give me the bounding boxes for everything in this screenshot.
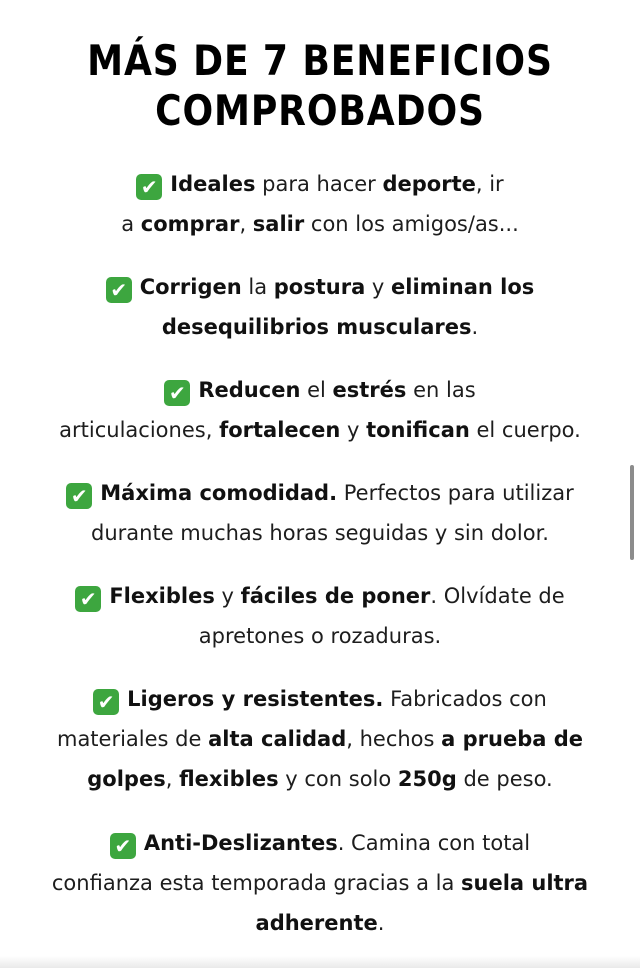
benefit-text: con los amigos/as... (304, 212, 519, 236)
benefit-5 (0, 576, 640, 656)
benefit-text: eliminan los (391, 275, 535, 299)
benefit-4 (0, 473, 640, 553)
benefit-text: Fabricados con (383, 687, 547, 711)
benefit-text: , hechos (346, 727, 442, 751)
check-icon: ✔ (136, 174, 162, 200)
benefit-text: fáciles de poner (240, 584, 431, 608)
benefit-text: Ligeros y resistentes. (127, 687, 384, 711)
check-icon: ✔ (66, 483, 92, 509)
benefit-text: para hacer (255, 172, 383, 196)
check-icon: ✔ (164, 380, 190, 406)
benefit-text: salir (252, 212, 305, 236)
benefit-text: el (300, 378, 333, 402)
benefit-text: Reducen (198, 378, 301, 402)
benefit-text: y con solo (278, 767, 398, 791)
benefit-text: suela ultra (461, 871, 589, 895)
benefit-text: en las (406, 378, 476, 402)
benefit-2 (0, 267, 640, 347)
benefit-text: comprar (140, 212, 240, 236)
benefit-text: Ideales (170, 172, 256, 196)
benefit-text: , (165, 767, 180, 791)
benefit-text: . (471, 315, 479, 339)
benefit-text: durante muchas horas seguidas y sin dolor. (91, 521, 549, 545)
check-icon: ✔ (110, 833, 136, 859)
benefit-text: estrés (332, 378, 407, 402)
benefit-text: Máxima comodidad. (100, 481, 338, 505)
scrollbar[interactable] (630, 465, 634, 560)
benefit-text: golpes (87, 767, 166, 791)
benefit-text: deporte (382, 172, 476, 196)
benefit-text: . (377, 911, 385, 935)
benefit-text: flexibles (179, 767, 279, 791)
benefit-text: y (214, 584, 241, 608)
benefit-text: fortalecen (219, 418, 341, 442)
benefit-text: Perfectos para utilizar (337, 481, 574, 505)
check-icon: ✔ (75, 586, 101, 612)
benefit-text: , ir (475, 172, 504, 196)
benefit-text: y (340, 418, 367, 442)
check-icon: ✔ (93, 689, 119, 715)
benefit-text: alta calidad (208, 727, 347, 751)
benefit-text: el cuerpo. (469, 418, 581, 442)
benefit-text: Corrigen (139, 275, 242, 299)
benefit-text: a prueba de (441, 727, 584, 751)
benefit-text: a (121, 212, 141, 236)
benefit-7 (0, 823, 640, 943)
benefit-1 (0, 164, 640, 244)
benefit-3 (0, 370, 640, 450)
title-line-2: COMPROBADOS (155, 86, 485, 135)
benefit-text: . Olvídate de (430, 584, 565, 608)
benefit-text: 250g (397, 767, 457, 791)
benefit-text: postura (273, 275, 366, 299)
benefit-text: . Camina con total (337, 831, 531, 855)
benefit-text: Flexibles (109, 584, 215, 608)
check-icon: ✔ (106, 277, 132, 303)
benefit-text: la (241, 275, 274, 299)
benefit-text: adherente (255, 911, 378, 935)
benefit-text: desequilibrios musculares (161, 315, 472, 339)
benefit-text: materiales de (56, 727, 209, 751)
title-line-1: MÁS DE 7 BENEFICIOS (87, 36, 553, 85)
benefit-text: apretones o rozaduras. (198, 624, 442, 648)
page-title (45, 36, 595, 136)
benefit-text: , (239, 212, 253, 236)
benefit-text: articulaciones, (59, 418, 220, 442)
benefit-text: confianza esta temporada gracias a la (51, 871, 461, 895)
benefit-text: tonifican (366, 418, 470, 442)
benefit-6 (0, 679, 640, 799)
benefit-text: de peso. (456, 767, 553, 791)
benefit-text: y (365, 275, 392, 299)
bottom-edge (0, 956, 640, 968)
benefit-text: Anti-Deslizantes (143, 831, 338, 855)
